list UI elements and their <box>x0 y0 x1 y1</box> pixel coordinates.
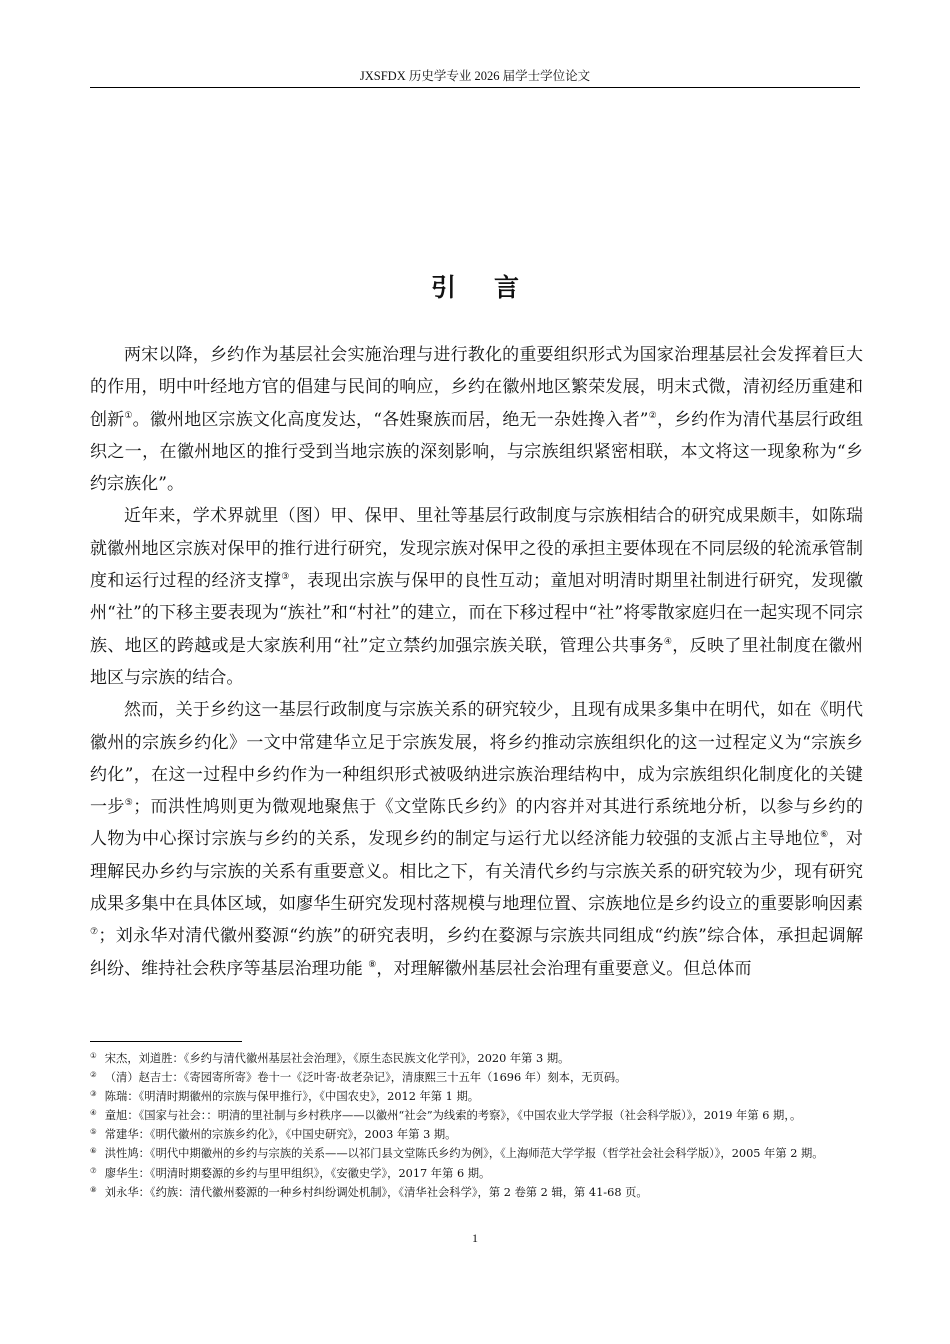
body-paragraph <box>90 694 863 985</box>
text-run: ；刘永华对清代徽州婺源“约族”的研究表明，乡约在婺源与宗族共同组成“约族”综合体，承担起调解纠纷、维持社会秩序等基层治理功能 <box>90 926 863 979</box>
footnotes <box>90 1048 865 1201</box>
footnote-text: 童旭：《国家与社会：：明清的里社制与乡村秩序——以徽州“社会”为线索的考察》，《中国农业大学学报（社会科学版）》，2019 年第 6 期，。 <box>104 1109 802 1123</box>
footnote-reference[interactable]: ② <box>648 410 657 421</box>
footnote-reference[interactable]: ⑥ <box>820 830 829 841</box>
text-run: ，对理解徽州基层社会治理有重要意义。但总体而 <box>376 958 752 979</box>
footnote-text: 刘永华：《约族：清代徽州婺源的一种乡村纠纷调处机制》，《清华社会科学》，第 2 卷第 2 辑，第 41-68 页。 <box>104 1185 648 1199</box>
footnote-mark: ④ <box>90 1108 97 1118</box>
section-title: 引言 <box>430 273 557 302</box>
footnote-separator <box>90 1041 242 1042</box>
footnote <box>90 1124 865 1143</box>
footnote-text: 洪性鸠：《明代中期徽州的乡约与宗族的关系——以祁门县文堂陈氏乡约为例》，《上海师范大学学报（哲学社会社会科学版）》，2005 年第 2 期。 <box>104 1147 824 1161</box>
body-paragraph <box>90 339 863 500</box>
text-run: ；而洪性鸠则更为微观地聚焦于《文堂陈氏乡约》的内容并对其进行系统地分析，以参与乡约的人物为中心探讨宗族与乡约的关系，发现乡约的制定与运行尤以经济能力较强的支派占主导地位 <box>90 797 863 850</box>
footnote-reference[interactable]: ③ <box>281 572 290 583</box>
text-run: ，乡约作为清代基层行政组织之一，在徽州地区的推行受到当地宗族的深刻影响，与宗族组织紧密相联，本文将这一现象称为“乡约宗族化”。 <box>90 409 863 495</box>
footnote-text: 廖华生：《明清时期婺源的乡约与里甲组织》，《安徽史学》，2017 年第 6 期。 <box>104 1166 491 1180</box>
footnote-mark: ⑥ <box>90 1146 97 1156</box>
text-run: 。徽州地区宗族文化高度发达，“各姓聚族而居，绝无一杂姓搀入者” <box>132 409 649 430</box>
footnote-reference[interactable]: ① <box>124 410 133 421</box>
text-run: ，对理解民办乡约与宗族的关系有重要意义。相比之下，有关清代乡约与宗族关系的研究较为少，现有研究成果多集中在具体区域，如廖华生研究发现村落规模与地理位置、宗族地位是乡约设立的重要影响因素 <box>90 829 863 915</box>
header-rule <box>90 87 860 88</box>
footnote-text: 陈瑞：《明清时期徽州的宗族与保甲推行》，《中国农史》，2012 年第 1 期。 <box>104 1090 480 1104</box>
footnote-mark: ⑧ <box>90 1184 97 1194</box>
footnote-mark: ② <box>90 1070 97 1080</box>
footnote <box>90 1067 865 1086</box>
running-header: JXSFDX 历史学专业 2026 届学士学位论文 <box>359 69 591 83</box>
footnote-mark: ③ <box>90 1089 97 1099</box>
footnote <box>90 1105 865 1124</box>
footnote-text: 宋杰，刘道胜：《乡约与清代徽州基层社会治理》，《原生态民族文化学刊》，2020 年第 3 期。 <box>104 1052 570 1065</box>
footnote <box>90 1163 865 1182</box>
body-text <box>90 339 863 985</box>
footnote-mark: ① <box>90 1051 97 1060</box>
text-run: 然而，关于乡约这一基层行政制度与宗族关系的研究较少，且现有成果多集中在明代，如在《明代徽州的宗族乡约化》一文中常建华立足于宗族发展，将乡约推动宗族组织化的这一过程定义为“宗族乡约化”，在这一过程中乡约作为一种组织形式被吸纳进宗族治理结构中，成为宗族组织化制度化的关键一步 <box>90 700 863 818</box>
text-run: ，反映了里社制度在徽州地区与宗族的结合。 <box>90 635 863 688</box>
text-run: 近年来，学术界就里（图）甲、保甲、里社等基层行政制度与宗族相结合的研究成果颇丰，如陈瑞就徽州地区宗族对保甲的推行进行研究，发现宗族对保甲之役的承担主要体现在不同层级的轮流承管制度和运行过程的经济支撑 <box>90 506 863 592</box>
body-paragraph <box>90 500 863 694</box>
footnote <box>90 1143 865 1162</box>
footnote-mark: ⑤ <box>90 1127 97 1137</box>
footnote <box>90 1048 865 1067</box>
footnote-text: （清）赵吉士：《寄园寄所寄》卷十一《泛叶寄·故老杂记》，清康熙三十五年（1696 年）刻本，无页码。 <box>104 1071 627 1085</box>
footnote <box>90 1086 865 1105</box>
footnote <box>90 1182 865 1201</box>
footnote-reference[interactable]: ⑤ <box>124 798 134 809</box>
footnote-reference[interactable]: ⑦ <box>90 927 99 938</box>
footnote-mark: ⑦ <box>90 1165 97 1175</box>
text-run: 两宋以降，乡约作为基层社会实施治理与进行教化的重要组织形式为国家治理基层社会发挥着巨大的作用，明中叶经地方官的倡建与民间的响应，乡约在徽州地区繁荣发展，明末式微，清初经历重建和创新 <box>90 345 863 430</box>
page-number: 1 <box>472 1231 478 1245</box>
footnote-reference[interactable]: ④ <box>663 636 673 647</box>
footnote-reference[interactable]: ⑧ <box>368 959 377 970</box>
text-run: ，表现出宗族与保甲的良性互动；童旭对明清时期里社制进行研究，发现徽州“社”的下移主要表现为“族社”和“村社”的建立，而在下移过程中“社”将零散家庭归在一起实现不同宗族、地区的跨越或是大家族利用“社”定立禁约加强宗族关联，管理公共事务 <box>90 571 863 656</box>
footnote-text: 常建华：《明代徽州的宗族乡约化》，《中国史研究》，2003 年第 3 期。 <box>104 1128 457 1142</box>
